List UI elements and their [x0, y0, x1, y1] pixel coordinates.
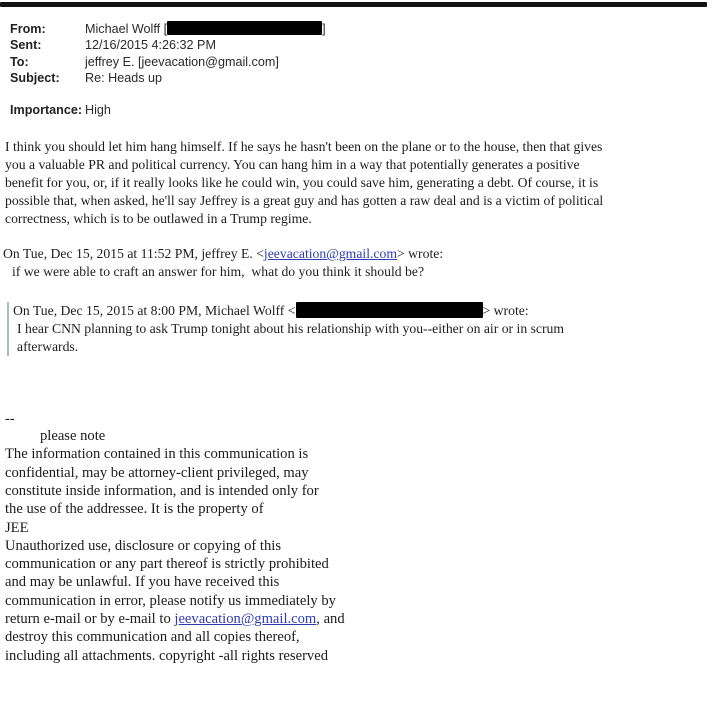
quote1-attribution-text: On Tue, Dec 15, 2015 at 11:52 PM, jeffrey E. <	[3, 246, 264, 262]
body-line: possible that, when asked, he'll say Jeffrey is a great guy and has gotten a raw deal and is a victim of political	[5, 193, 604, 209]
signature-separator: --	[5, 411, 15, 428]
header-row-to	[10, 54, 720, 70]
subject-value: Re: Heads up	[85, 71, 163, 86]
redaction-bar	[167, 21, 322, 35]
disclaimer-line: communication in error, please notify us immediately by	[5, 592, 336, 609]
disclaimer-line: constitute inside information, and is intended only for	[5, 482, 319, 499]
email-body	[5, 138, 720, 228]
quote2-attribution-suffix: > wrote:	[482, 303, 529, 319]
to-label: To:	[10, 54, 29, 69]
disclaimer-line: and may be unlawful. If you have received this	[5, 574, 280, 591]
importance-label: Importance:	[10, 102, 83, 117]
disclaimer-line: The information contained in this communication is	[5, 446, 309, 463]
disclaimer-line: including all attachments. copyright -all rights reserved	[5, 647, 328, 664]
body-line: benefit for you, or, if it really looks like he could win, you could save him, generating a debt. Of course, it is	[5, 175, 599, 191]
sent-value: 12/16/2015 4:26:32 PM	[85, 38, 216, 53]
body-line: correctness, which is to be outlawed in a Trump regime.	[5, 211, 312, 227]
redaction-bar	[296, 302, 483, 318]
from-value-prefix: Michael Wolff [	[85, 22, 168, 36]
sent-label: Sent:	[10, 38, 42, 53]
header-row-importance	[10, 102, 720, 118]
disclaimer-line: confidential, may be attorney-client privileged, may	[5, 464, 309, 481]
header-row-subject	[10, 70, 720, 86]
header-row-sent	[10, 37, 720, 53]
signature-note: please note	[40, 428, 106, 445]
quote1-body: if we were able to craft an answer for him, what do you think it should be?	[12, 264, 425, 280]
disclaimer-link-line	[5, 610, 720, 628]
disclaimer-link-prefix: return e-mail or by e-mail to	[5, 611, 175, 627]
subject-label: Subject:	[10, 71, 60, 86]
quoted-reply-1	[3, 245, 720, 281]
disclaimer-line: destroy this communication and all copies thereof,	[5, 629, 300, 646]
quote2-body-line: I hear CNN planning to ask Trump tonight about his relationship with you--either on air or in scrum	[17, 321, 565, 337]
quoted-reply-2	[7, 302, 720, 356]
quote2-attribution	[13, 302, 720, 320]
email-link[interactable]: jeevacation@gmail.com	[174, 611, 317, 627]
from-value	[85, 21, 326, 37]
quote2-body	[17, 320, 720, 356]
importance-value: High	[85, 102, 111, 117]
disclaimer-line: the use of the addressee. It is the property of	[5, 501, 264, 518]
to-value: jeffrey E. [jeevacation@gmail.com]	[85, 54, 279, 69]
disclaimer-line: communication or any part thereof is strictly prohibited	[5, 556, 329, 573]
signature-block	[5, 411, 720, 665]
disclaimer-line: Unauthorized use, disclosure or copying of this	[5, 537, 282, 554]
body-line: you a valuable PR and political currency. You can hang him in a way that potentially generates a positive	[5, 157, 580, 173]
email-header	[10, 21, 720, 118]
disclaimer-link-suffix: , and	[316, 611, 345, 627]
email-link[interactable]: jeevacation@gmail.com	[263, 246, 398, 262]
from-value-suffix: ]	[322, 22, 326, 36]
top-divider	[0, 2, 707, 7]
from-label: From:	[10, 22, 46, 36]
legal-disclaimer	[5, 445, 720, 665]
disclaimer-line: JEE	[5, 519, 29, 536]
quote2-body-line: afterwards.	[17, 339, 79, 355]
quote1-attribution-suffix: > wrote:	[397, 246, 444, 262]
quote1-attribution	[3, 245, 720, 263]
header-row-from	[10, 21, 720, 37]
quote2-attribution-text: On Tue, Dec 15, 2015 at 8:00 PM, Michael Wolff <	[13, 303, 296, 319]
body-line: I think you should let him hang himself. If he says he hasn't been on the plane or to the house, then that gives	[5, 139, 603, 155]
